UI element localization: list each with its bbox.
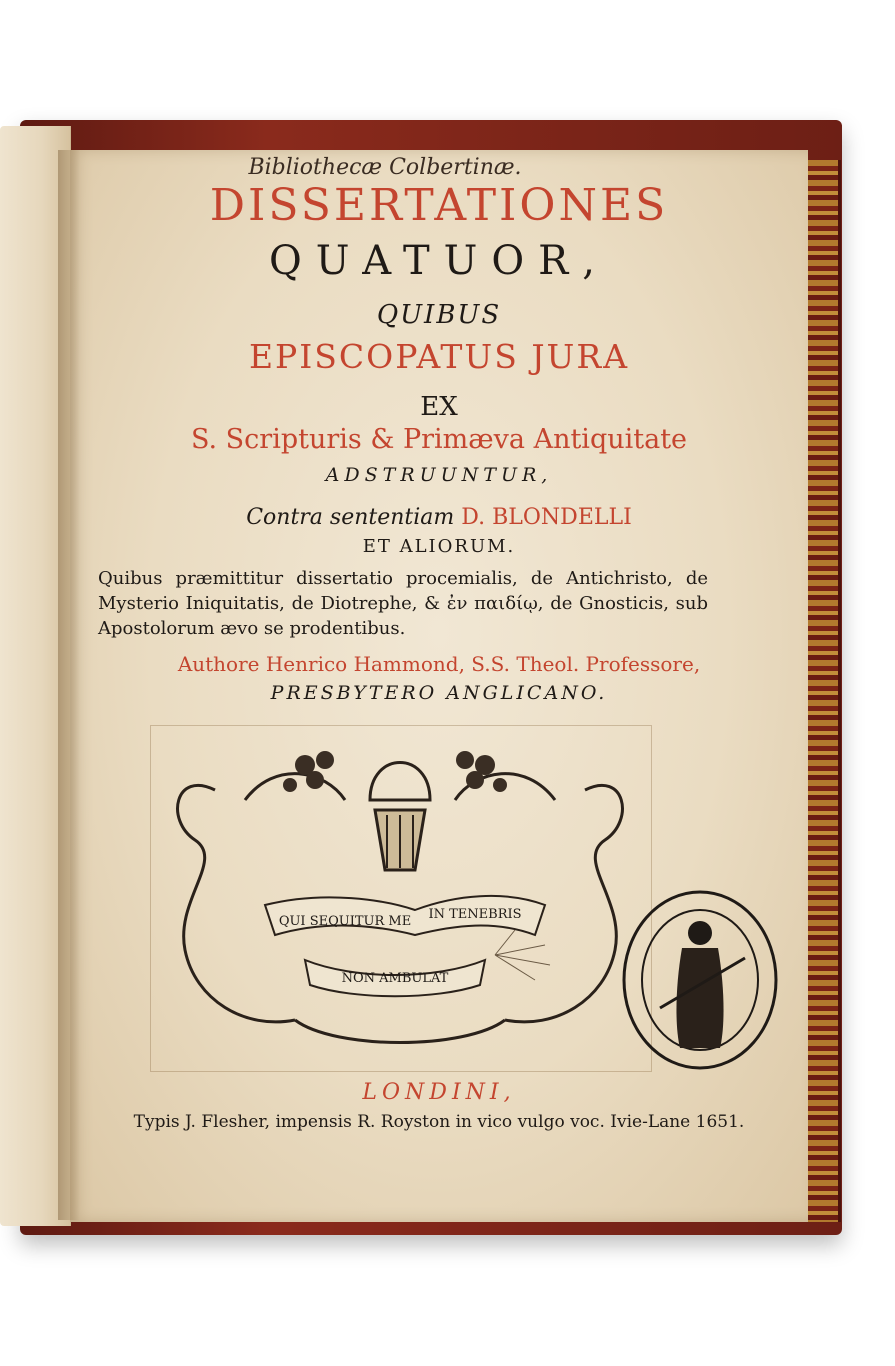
title-line-4: EPISCOPATUS JURA <box>248 337 630 376</box>
title-line-8 <box>70 505 808 530</box>
banner-text-bottom: NON AMBULAT <box>341 971 449 986</box>
title-line-7: ADSTRUUNTUR, <box>325 464 553 486</box>
title-line-6: S. Scripturis & Primæva Antiquitate <box>190 424 688 455</box>
title-line-5: EX <box>420 392 458 422</box>
library-stamp <box>620 888 780 1073</box>
title-page <box>70 150 808 1222</box>
banner-text-left: QUI SEQUITUR ME <box>278 914 412 929</box>
imprint-line: Typis J. Flesher, impensis R. Royston in vico vulgo voc. Ivie-Lane 1651. <box>133 1112 745 1132</box>
blondel-name: D. BLONDELLI <box>461 505 632 530</box>
engraved-vignette <box>155 730 645 1060</box>
ownership-inscription: Bibliothecæ Colbertinæ. <box>248 155 522 180</box>
imprint-place: LONDINI, <box>362 1080 516 1105</box>
title-line-3: QUIBUS <box>376 300 502 330</box>
contra-prefix: Contra sententiam <box>246 505 455 530</box>
author-title: PRESBYTERO ANGLICANO. <box>270 682 608 704</box>
title-line-1: DISSERTATIONES <box>209 180 669 231</box>
author-line: Authore Henrico Hammond, S.S. Theol. Professore, <box>177 652 701 676</box>
banner-text-right: IN TENEBRIS <box>428 907 522 922</box>
title-line-2: QUATUOR, <box>269 238 609 284</box>
contents-paragraph: Quibus præmittitur dissertatio procemialis, de Antichristo, de Mysterio Iniquitatis, de Diotrephe, & ἐν παιδίῳ, de Gnosticis, sub Apostolorum ævo se prodentibus. <box>98 568 708 639</box>
gilt-binding-edge <box>806 160 841 1222</box>
title-line-9: ET ALIORUM. <box>362 536 516 557</box>
page-gutter-shadow <box>58 150 80 1220</box>
